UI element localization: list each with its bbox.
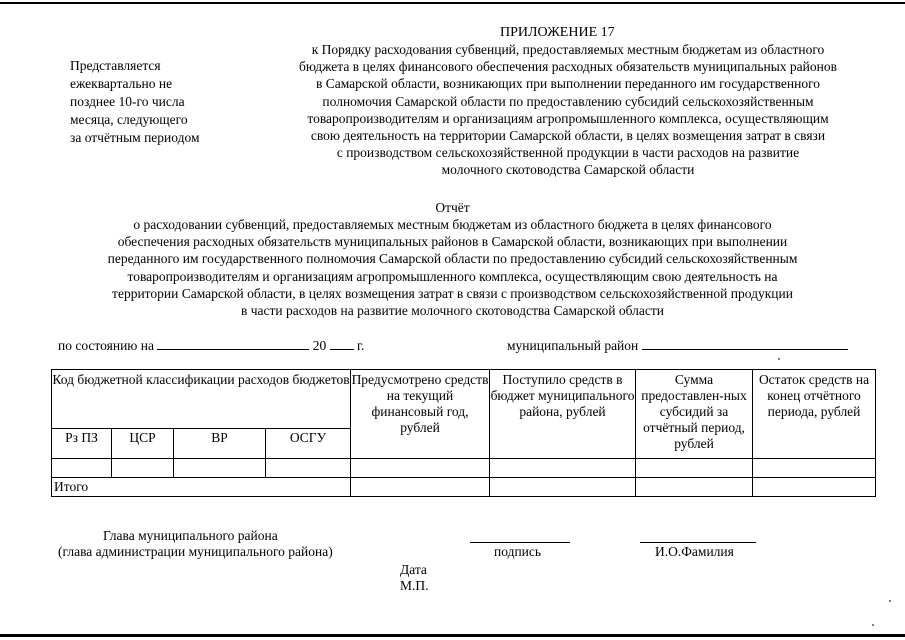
scan-speck — [872, 624, 874, 626]
appendix-description-line: товаропроизводителям и организациям агропромышленного комплекса, осуществляющим — [307, 110, 829, 126]
appendix-description-line: полномочия Самарской области по предоставлению субсидий сельскохозяйственным — [322, 93, 814, 109]
scan-speck — [889, 600, 891, 602]
planned-header: Предусмотрено средств на текущий финансовый год, рублей — [351, 370, 490, 459]
report-subtitle-line: переданного им государственного полномочия Самарской области по предоставлению субсидий сельскохозяйственным — [107, 251, 798, 267]
total-cell[interactable] — [636, 478, 753, 497]
balance-header: Остаток средств на конец отчётного периода, рублей — [753, 370, 876, 459]
appendix-description-line: свою деятельность на территории Самарской области, в целях возмещения затрат в связи — [310, 128, 826, 144]
table-cell[interactable] — [52, 459, 112, 478]
total-row — [52, 478, 876, 497]
signature-label: подпись — [494, 544, 542, 559]
osgu-header: ОСГУ — [266, 429, 351, 459]
report-heading: Отчёт — [435, 200, 470, 215]
appendix-description-line: бюджета в целях финансового обеспечения расходных обязательств муниципальных районов — [299, 59, 837, 75]
date-label: Дата — [400, 562, 427, 577]
as-of-label: по состоянию на — [58, 338, 154, 353]
district-row — [507, 336, 848, 354]
head-title-note: (глава администрации муниципального района) — [58, 544, 333, 559]
table-cell[interactable] — [112, 459, 174, 478]
submission-note-line: месяца, следующего — [70, 112, 188, 127]
tsr-header: ЦСР — [112, 429, 174, 459]
appendix-description-line: к Порядку расходования субвенций, предоставляемых местным бюджетам из областного — [311, 42, 825, 57]
report-subtitle — [20, 216, 885, 319]
year-prefix: 20 — [312, 338, 327, 353]
year-field[interactable] — [330, 336, 354, 350]
seal-label: М.П. — [400, 578, 429, 593]
report-subtitle-line: территории Самарской области, в целях возмещения затрат в связи с производством сельскохозяйственной продукции — [112, 285, 793, 301]
report-table — [51, 369, 876, 497]
submission-note — [70, 57, 240, 147]
submission-note-line: позднее 10-го числа — [70, 94, 185, 109]
appendix-description-line: в Самарской области, возникающих при выполнении переданного им государственного — [315, 76, 821, 92]
report-subtitle-line: товаропроизводителям и организациям агропромышленного комплекса, осуществляющим свою деятельность на — [127, 268, 778, 284]
table-cell[interactable] — [351, 459, 490, 478]
as-of-date-row — [58, 336, 364, 354]
appendix-description — [250, 41, 886, 179]
table-cell[interactable] — [174, 459, 266, 478]
vr-header: ВР — [174, 429, 266, 459]
appendix-description-line: с производством сельскохозяйственной продукции в части расходов на развитие — [336, 145, 800, 161]
total-cell[interactable] — [753, 478, 876, 497]
rz-pz-header: Рз ПЗ — [52, 429, 112, 459]
kbk-header: Код бюджетной классификации расходов бюджетов — [52, 370, 351, 429]
report-subtitle-line: обеспечения расходных обязательств муниципальных районов в Самарской области, возникающих при выполнении — [117, 234, 788, 250]
year-suffix: г. — [356, 338, 365, 353]
submission-note-line: за отчётным периодом — [70, 130, 200, 145]
appendix-description-line: молочного скотоводства Самарской области — [441, 162, 695, 178]
table-cell[interactable] — [490, 459, 636, 478]
table-row — [52, 459, 876, 478]
table-cell[interactable] — [636, 459, 753, 478]
submission-note-line: ежеквартально не — [70, 76, 173, 91]
report-subtitle-line: в части расходов на развитие молочного скотоводства Самарской области — [240, 303, 665, 319]
total-cell[interactable] — [490, 478, 636, 497]
table-cell[interactable] — [753, 459, 876, 478]
as-of-date-field[interactable] — [157, 336, 309, 350]
total-cell[interactable] — [351, 478, 490, 497]
district-field[interactable] — [642, 336, 848, 350]
district-label: муниципальный район — [507, 338, 639, 353]
top-border-line — [0, 2, 905, 4]
report-subtitle-line: о расходовании субвенций, предоставляемых местным бюджетам из областного бюджета в целях финансового — [133, 217, 772, 232]
total-label: Итого — [52, 478, 351, 497]
bottom-border-line — [0, 634, 905, 637]
name-label: И.О.Фамилия — [655, 544, 734, 559]
submission-note-line: Представляется — [70, 58, 161, 73]
table-cell[interactable] — [266, 459, 351, 478]
subsidies-header: Сумма предоставлен-ных субсидий за отчётный период, рублей — [636, 370, 753, 459]
scan-speck — [778, 358, 780, 360]
received-header: Поступило средств в бюджет муниципального района, рублей — [490, 370, 636, 459]
head-title: Глава муниципального района — [103, 528, 278, 543]
appendix-title: ПРИЛОЖЕНИЕ 17 — [500, 25, 615, 40]
